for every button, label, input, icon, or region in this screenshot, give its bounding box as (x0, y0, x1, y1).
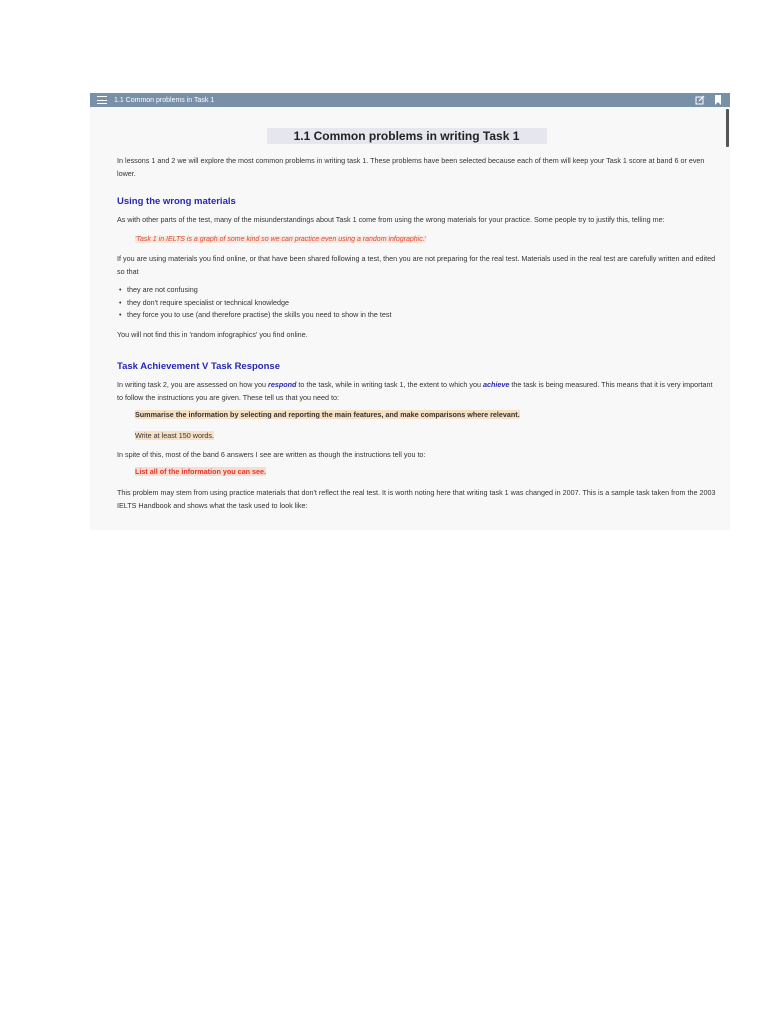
quote-line (117, 232, 716, 246)
reader-toolbar (90, 93, 730, 107)
heading-task-achievement: Task Achievement V Task Response (117, 360, 280, 372)
task-paragraph-2: In spite of this, most of the band 6 answers I see are written as though the instructions tell you to: (117, 449, 426, 459)
materials-bullet-list (117, 284, 716, 322)
list-item: • they are not confusing (127, 284, 716, 297)
quote-text: 'Task 1 in IELTS is a graph of some kind so we can practice even using a random infographic.' (135, 236, 426, 243)
respond-emphasis: respond (268, 379, 297, 389)
wrong-instruction-line (117, 465, 716, 478)
instruction-line-1 (117, 408, 716, 421)
task-paragraph-3: This problem may stem from using practice materials that don't reflect the real test. It is worth noting here that writing task 1 was changed in 2007. This is a sample task taken from the 2003 IELTS Handbook and shows what the task used to look like: (117, 487, 716, 510)
wrong-materials-paragraph-2: If you are using materials you find online, or that have been shared following a test, then you are not preparing for the real test. Materials used in the real test are carefully written and edited so that (117, 254, 716, 276)
list-item: • they don't require specialist or technical knowledge (127, 297, 716, 310)
instruction-word-count: Write at least 150 words. (135, 430, 214, 440)
wrong-materials-paragraph-1: As with other parts of the test, many of the misunderstandings about Task 1 come from using the wrong materials for your practice. Some people try to justify this, telling me: (117, 215, 665, 224)
bookmark-icon[interactable] (712, 94, 724, 106)
task-p1-b: to the task, while in writing task 1, the extent to which you (296, 379, 483, 389)
toolbar-title: 1.1 Common problems in Task 1 (114, 96, 215, 104)
list-item: • they force you to use (and therefore practise) the skills you need to show in the test (127, 309, 716, 322)
wrong-materials-paragraph-3: You will not find this in 'random infographics' you find online. (117, 329, 308, 339)
edit-note-icon[interactable] (694, 94, 706, 106)
page-title: 1.1 Common problems in writing Task 1 (267, 128, 547, 144)
achieve-emphasis: achieve (482, 379, 510, 389)
heading-wrong-materials: Using the wrong materials (117, 196, 236, 207)
intro-paragraph: In lessons 1 and 2 we will explore the most common problems in writing task 1. These problems have been selected because each of them will keep your Task 1 score at band 6 or even lower. (117, 156, 705, 178)
task-paragraph-1 (117, 378, 716, 404)
scrollbar-thumb[interactable] (726, 109, 729, 147)
task-p1-c: the task is being measured. This means that it is very important to follow the instructions you are given. These tell us that you need to: (117, 379, 713, 402)
reader-window (90, 93, 730, 530)
wrong-instruction: List all of the information you can see. (135, 466, 266, 476)
task-p1-a: In writing task 2, you are assessed on how you (117, 379, 269, 389)
instruction-summarise: Summarise the information by selecting and reporting the main features, and make comparisons where relevant. (135, 409, 520, 419)
instruction-line-2 (117, 429, 716, 442)
lesson-content[interactable] (90, 107, 730, 530)
hamburger-menu-icon[interactable] (97, 96, 107, 104)
